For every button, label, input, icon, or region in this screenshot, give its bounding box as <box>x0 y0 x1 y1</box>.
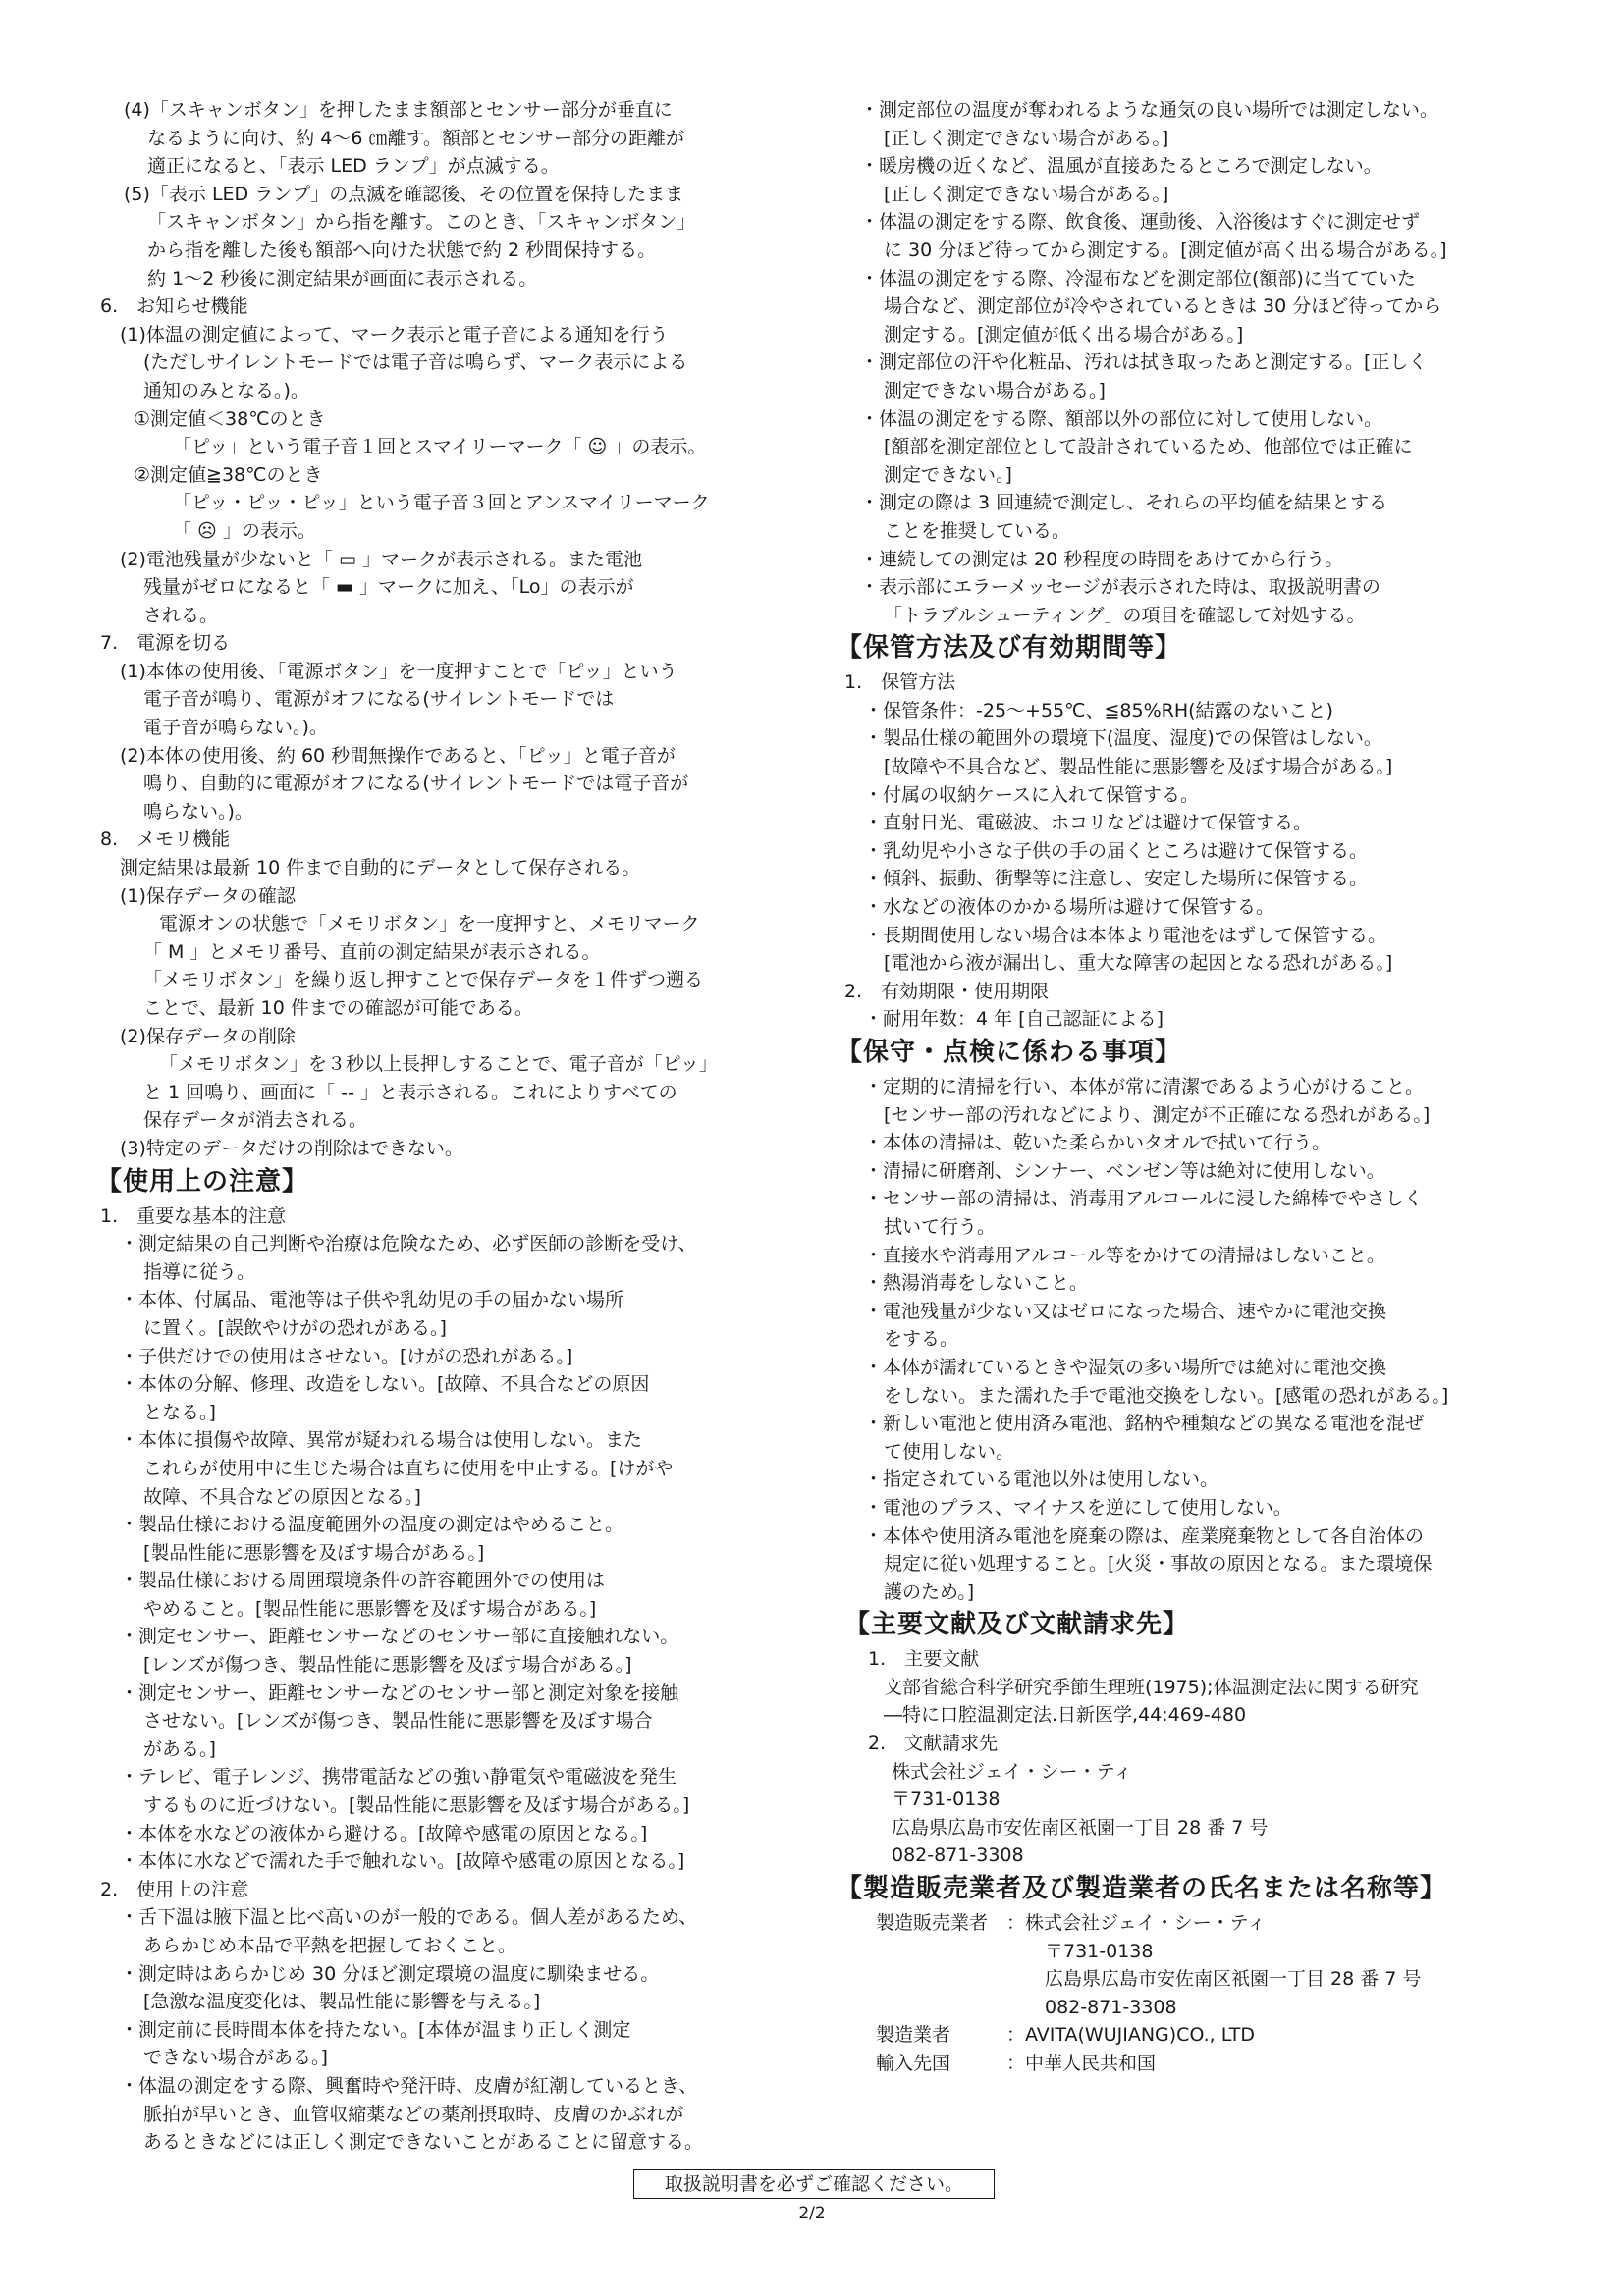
text-line: 広島県広島市安佐南区祇園一丁目 28 番 7 号 <box>892 1816 1269 1839</box>
text-line: やめること。[製品性能に悪影響を及ぼす場合がある。] <box>143 1597 597 1620</box>
text-line: ・測定センサー、距離センサーなどのセンサー部に直接触れない。 <box>120 1626 679 1648</box>
text-line: ・表示部にエラーメッセージが表示された時は、取扱説明書の <box>860 576 1380 599</box>
text-line: ・舌下温は腋下温と比べ高いのが一般的である。個人差があるため、 <box>120 1906 698 1929</box>
text-line: [センサー部の汚れなどにより、測定が不正確になる恐れがある。] <box>884 1103 1431 1126</box>
text-line: 6. お知らせ機能 <box>100 295 248 318</box>
text-line: ・製品仕様における温度範囲外の温度の測定はやめること。 <box>120 1514 624 1536</box>
text-line: できない場合がある。] <box>143 2047 328 2069</box>
text-line: から指を離した後も額部へ向けた状態で約 2 秒間保持する。 <box>147 239 657 261</box>
text-line: ・熱湯消毒をしないこと。 <box>864 1272 1089 1295</box>
text-line: ・本体が濡れているときや湿気の多い場所では絶対に電池交換 <box>864 1356 1387 1378</box>
text-line: [故障や不具合など、製品性能に悪影響を及ぼす場合がある。] <box>884 756 1393 778</box>
text-line: 規定に従い処理すること。[火災・事故の原因となる。また環境保 <box>884 1553 1433 1575</box>
text-line: 約 1～2 秒後に測定結果が画面に表示される。 <box>147 267 538 290</box>
text-line: ・子供だけでの使用はさせない。[けがの恐れがある。] <box>120 1345 573 1367</box>
text-line: ・耐用年数：4 年 [自己認証による] <box>864 1008 1164 1031</box>
text-line: ・定期的に清掃を行い、本体が常に清潔であるよう心がけること。 <box>864 1076 1425 1097</box>
text-line: となる。] <box>143 1401 216 1423</box>
text-line: [レンズが傷つき、製品性能に悪影響を及ぼす場合がある。] <box>143 1654 632 1677</box>
text-line: 電源オンの状態で「メモリボタン」を一度押すと、メモリマーク <box>159 913 700 935</box>
text-line: (2)保存データの削除 <box>120 1025 296 1047</box>
text-line: ・体温の測定をする際、飲食後、運動後、入浴後はすぐに測定せず <box>860 211 1421 234</box>
text-line: をする。 <box>884 1328 959 1351</box>
left-column <box>96 96 795 2157</box>
text-line: ・測定の際は 3 回連続で測定し、それらの平均値を結果とする <box>860 492 1388 514</box>
text-line: ・体温の測定をする際、額部以外の部位に対して使用しない。 <box>860 407 1383 430</box>
text-line: 広島県広島市安佐南区祇園一丁目 28 番 7 号 <box>1045 1968 1422 1991</box>
text-line: 残量がゼロになると「 ▬ 」マークに加え、「Lo」の表示が <box>143 576 634 599</box>
text-line: ・本体、付属品、電池等は子供や乳幼児の手の届かない場所 <box>120 1289 624 1311</box>
text-line: ・センサー部の清掃は、消毒用アルコールに浸した綿棒でやさしく <box>864 1188 1423 1210</box>
text-line: させない。[レンズが傷つき、製品性能に悪影響を及ぼす場合 <box>143 1710 653 1733</box>
text-line: ・指定されている電池以外は使用しない。 <box>864 1468 1219 1491</box>
text-line: 適正になると、「表示 LED ランプ」が点滅する。 <box>147 155 560 178</box>
text-line: ・乳幼児や小さな子供の手の届くところは避けて保管する。 <box>864 839 1369 862</box>
text-line: [製品性能に悪影響を及ぼす場合がある。] <box>143 1541 485 1564</box>
text-line: ・水などの液体のかかる場所は避けて保管する。 <box>864 896 1275 919</box>
text-line: ・体温の測定をする際、興奮時や発汗時、皮膚が紅潮しているとき、 <box>120 2074 698 2097</box>
text-line: ・測定前に長時間本体を持たない。[本体が温まり正しく測定 <box>120 2018 631 2041</box>
text-line: て使用しない。 <box>884 1440 1015 1463</box>
text-line: と 1 回鳴り、画面に「 ‐‐ 」と表示される。これによりすべての <box>143 1081 677 1103</box>
text-line: 保存データが消去される。 <box>143 1109 368 1132</box>
text-line: (1)保存データの確認 <box>120 884 296 907</box>
text-line: ・本体の分解、修理、改造をしない。[故障、不具合などの原因 <box>120 1373 650 1396</box>
text-line: 通知のみとなる。)。 <box>143 379 309 401</box>
text-line: ・電池のプラス、マイナスを逆にして使用しない。 <box>864 1496 1292 1519</box>
text-line: [正しく測定できない場合がある。] <box>884 127 1169 149</box>
text-line: 〒731-0138 <box>1045 1940 1154 1962</box>
text-line: 8. メモリ機能 <box>100 828 231 851</box>
text-line: (2)電池残量が少ないと「 ▭ 」マークが表示される。また電池 <box>120 548 642 570</box>
text-line: ・本体を水などの液体から避ける。[故障や感電の原因となる。] <box>120 1822 648 1844</box>
text-line: がある。] <box>143 1737 216 1760</box>
text-line: ・暖房機の近くなど、温風が直接あたるところで測定しない。 <box>860 155 1382 178</box>
text-line: 「メモリボタン」を３秒以上長押しすることで、電子音が「ピッ」 <box>159 1053 718 1076</box>
text-line: 「スキャンボタン」から指を離す。このとき、「スキャンボタン」 <box>147 211 696 234</box>
text-line: 電子音が鳴らない。)。 <box>143 717 328 739</box>
text-line: ・測定部位の汗や化粧品、汚れは拭き取ったあと測定する。[正しく <box>860 351 1428 374</box>
text-line: ・テレビ、電子レンジ、携帯電話などの強い静電気や電磁波を発生 <box>120 1766 677 1789</box>
text-line: ①測定値＜38℃のとき <box>134 407 326 430</box>
section-heading: 【使用上の注意】 <box>96 1166 309 1197</box>
text-line: 1. 重要な基本的注意 <box>100 1204 287 1227</box>
text-line: ことを推奨している。 <box>884 519 1071 542</box>
text-line: (2)本体の使用後、約 60 秒間無操作であると、「ピッ」と電子音が <box>120 744 676 767</box>
text-line: 7. 電源を切る <box>100 632 231 655</box>
text-line: 輸入先国 ：中華人民共和国 <box>876 2053 1157 2074</box>
text-line: 2. 有効期限・使用期限 <box>844 980 1050 1002</box>
text-line: 製造業者 ：AVITA(WUJIANG)CO., LTD <box>876 2024 1255 2047</box>
text-line: ・測定センサー、距離センサーなどのセンサー部と測定対象を接触 <box>120 1682 679 1704</box>
text-line: 拭いて行う。 <box>884 1215 997 1238</box>
text-line: 測定できない場合がある。] <box>884 379 1106 401</box>
text-line: 「トラブルシューティング」の項目を確認して対処する。 <box>884 604 1366 626</box>
text-line: に 30 分ほど待ってから測定する。[測定値が高く出る場合がある。] <box>884 239 1447 261</box>
section-heading: 【製造販売業者及び製造業者の氏名または名称等】 <box>837 1874 1447 1904</box>
text-line: ・長期間使用しない場合は本体より電池をはずして保管する。 <box>864 924 1387 946</box>
text-line: (1)本体の使用後、「電源ボタン」を一度押すことで「ピッ」という <box>120 660 677 682</box>
section-heading: 【主要文献及び文献請求先】 <box>844 1610 1190 1640</box>
text-line: あるときなどには正しく測定できないことがあることに留意する。 <box>143 2131 704 2154</box>
text-line: 脈拍が早いとき、血管収縮薬などの薬剤摂取時、皮膚のかぶれが <box>143 2103 684 2125</box>
text-line: 「 ☹ 」の表示。 <box>173 519 316 542</box>
text-line: (3)特定のデータだけの削除はできない。 <box>120 1137 463 1159</box>
text-line: これらが使用中に生じた場合は直ちに使用を中止する。[けがや <box>143 1457 674 1479</box>
text-line: ・測定結果の自己判断や治療は危険なため、必ず医師の診断を受け、 <box>120 1233 697 1255</box>
text-line: ・新しい電池と使用済み電池、銘柄や種類などの異なる電池を混ぜ <box>864 1413 1425 1435</box>
text-line: ②測定値≧38℃のとき <box>134 463 323 486</box>
text-line: ・本体の清掃は、乾いた柔らかいタオルで拭いて行う。 <box>864 1132 1331 1154</box>
text-line: あらかじめ本品で平熱を把握しておくこと。 <box>143 1935 517 1956</box>
text-line: ・電池残量が少ない又はゼロになった場合、速やかに電池交換 <box>864 1300 1387 1322</box>
text-line: をしない。また濡れた手で電池交換をしない。[感電の恐れがある。] <box>884 1384 1449 1407</box>
text-line: [電池から液が漏出し、重大な障害の起因となる恐れがある。] <box>884 952 1393 975</box>
text-line: ・製品仕様の範囲外の環境下(温度、湿度)での保管はしない。 <box>864 727 1382 750</box>
text-line: 電子音が鳴り、電源がオフになる(サイレントモードでは <box>143 688 615 711</box>
text-line: [急激な温度変化は、製品性能に影響を与える。] <box>143 1991 541 2013</box>
text-line: ・本体に損傷や故障、異常が疑われる場合は使用しない。また <box>120 1429 643 1452</box>
text-line: ・直接水や消毒用アルコール等をかけての清掃はしないこと。 <box>864 1244 1385 1266</box>
page-number: 2/2 <box>798 2204 826 2223</box>
text-line: に置く。[誤飲やけがの恐れがある。] <box>143 1316 447 1339</box>
text-line: 故障、不具合などの原因となる。] <box>143 1485 421 1508</box>
text-line: される。 <box>143 604 219 626</box>
text-line: ・体温の測定をする際、冷湿布などを測定部位(額部)に当てていた <box>860 267 1416 290</box>
text-line: 1. 保管方法 <box>844 671 956 694</box>
text-line: 「ピッ・ピッ・ピッ」という電子音３回とアンスマイリーマーク <box>173 492 710 514</box>
text-line: 082-871-3308 <box>1045 1996 1177 2018</box>
text-line: 2. 文献請求先 <box>868 1733 999 1755</box>
footer-notice: 取扱説明書を必ずご確認ください。 <box>633 2169 995 2199</box>
text-line: 「ピッ」という電子音１回とスマイリーマーク「 ☺ 」の表示。 <box>173 436 707 458</box>
text-line: ・直射日光、電磁波、ホコリなどは避けて保管する。 <box>864 812 1313 834</box>
text-line: ・本体や使用済み電池を廃棄の際は、産業廃棄物として各自治体の <box>864 1524 1425 1547</box>
text-line: 082-871-3308 <box>892 1844 1024 1867</box>
text-line: ・清掃に研磨剤、シンナー、ベンゼン等は絶対に使用しない。 <box>864 1159 1385 1182</box>
text-line: ・傾斜、振動、衝撃等に注意し、安定した場所に保管する。 <box>864 868 1369 890</box>
text-line: 2. 使用上の注意 <box>100 1878 249 1900</box>
text-line: 株式会社ジェイ・シー・ティ <box>892 1760 1133 1783</box>
text-line: 〒731-0138 <box>892 1789 1001 1811</box>
right-column <box>837 96 1543 2078</box>
text-line: ・本体に水などで濡れた手で触れない。[故障や感電の原因となる。] <box>120 1850 685 1873</box>
text-line: (5)「表示 LED ランプ」の点滅を確認後、その位置を保持したまま <box>124 183 684 205</box>
section-heading: 【保管方法及び有効期間等】 <box>837 633 1182 664</box>
text-line: 測定できない。] <box>884 463 1012 486</box>
text-line: 鳴り、自動的に電源がオフになる(サイレントモードでは電子音が <box>143 773 689 795</box>
text-line: 測定結果は最新 10 件まで自動的にデータとして保存される。 <box>120 857 641 880</box>
text-line: ・測定部位の温度が奪われるような通気の良い場所では測定しない。 <box>860 99 1439 121</box>
text-line: 鳴らない。)。 <box>143 800 253 823</box>
text-line: ・連続しての測定は 20 秒程度の時間をあけてから行う。 <box>860 548 1344 570</box>
text-line: ・測定時はあらかじめ 30 分ほど測定環境の温度に馴染ませる。 <box>120 1962 660 1985</box>
text-line: 1. 主要文献 <box>868 1648 980 1671</box>
text-line: 「メモリボタン」を繰り返し押すことで保存データを１件ずつ遡る <box>143 969 704 991</box>
text-line: するものに近づけない。[製品性能に悪影響を及ぼす場合がある。] <box>143 1794 690 1817</box>
text-line: 測定する。[測定値が低く出る場合がある。] <box>884 323 1244 346</box>
text-line: ・付属の収納ケースに入れて保管する。 <box>864 783 1200 806</box>
section-heading: 【保守・点検に係わる事項】 <box>837 1038 1182 1067</box>
text-line: [正しく測定できない場合がある。] <box>884 183 1169 205</box>
text-line: (4)「スキャンボタン」を押したまま額部とセンサー部分が垂直に <box>124 99 673 121</box>
text-line: 製造販売業者 ：株式会社ジェイ・シー・ティ <box>876 1912 1267 1935</box>
text-line: 文部省総合科学研究季節生理班(1975);体温測定法に関する研究 <box>884 1676 1419 1698</box>
text-line: 護のため。] <box>884 1580 975 1603</box>
text-line: 指導に従う。 <box>143 1260 256 1283</box>
text-line: (1)体温の測定値によって、マーク表示と電子音による通知を行う <box>120 323 669 346</box>
text-line: ・製品仕様における周囲環境条件の許容範囲外での使用は <box>120 1570 606 1592</box>
text-line: ―特に口腔温測定法.日新医学,44:469-480 <box>884 1704 1247 1727</box>
text-line: (ただしサイレントモードでは電子音は鳴らず、マーク表示による <box>143 351 688 374</box>
text-line: [額部を測定部位として設計されているため、他部位では正確に <box>884 436 1413 458</box>
text-line: 場合など、測定部位が冷やされているときは 30 分ほど待ってから <box>884 295 1442 318</box>
text-line: ・保管条件：-25～+55℃、≦85%RH(結露のないこと) <box>864 699 1333 721</box>
text-line: なるように向け、約 4～6 ㎝離す。額部とセンサー部分の距離が <box>147 127 684 149</box>
text-line: ことで、最新 10 件までの確認が可能である。 <box>143 997 533 1019</box>
text-line: 「 M 」とメモリ番号、直前の測定結果が表示される。 <box>143 940 601 963</box>
